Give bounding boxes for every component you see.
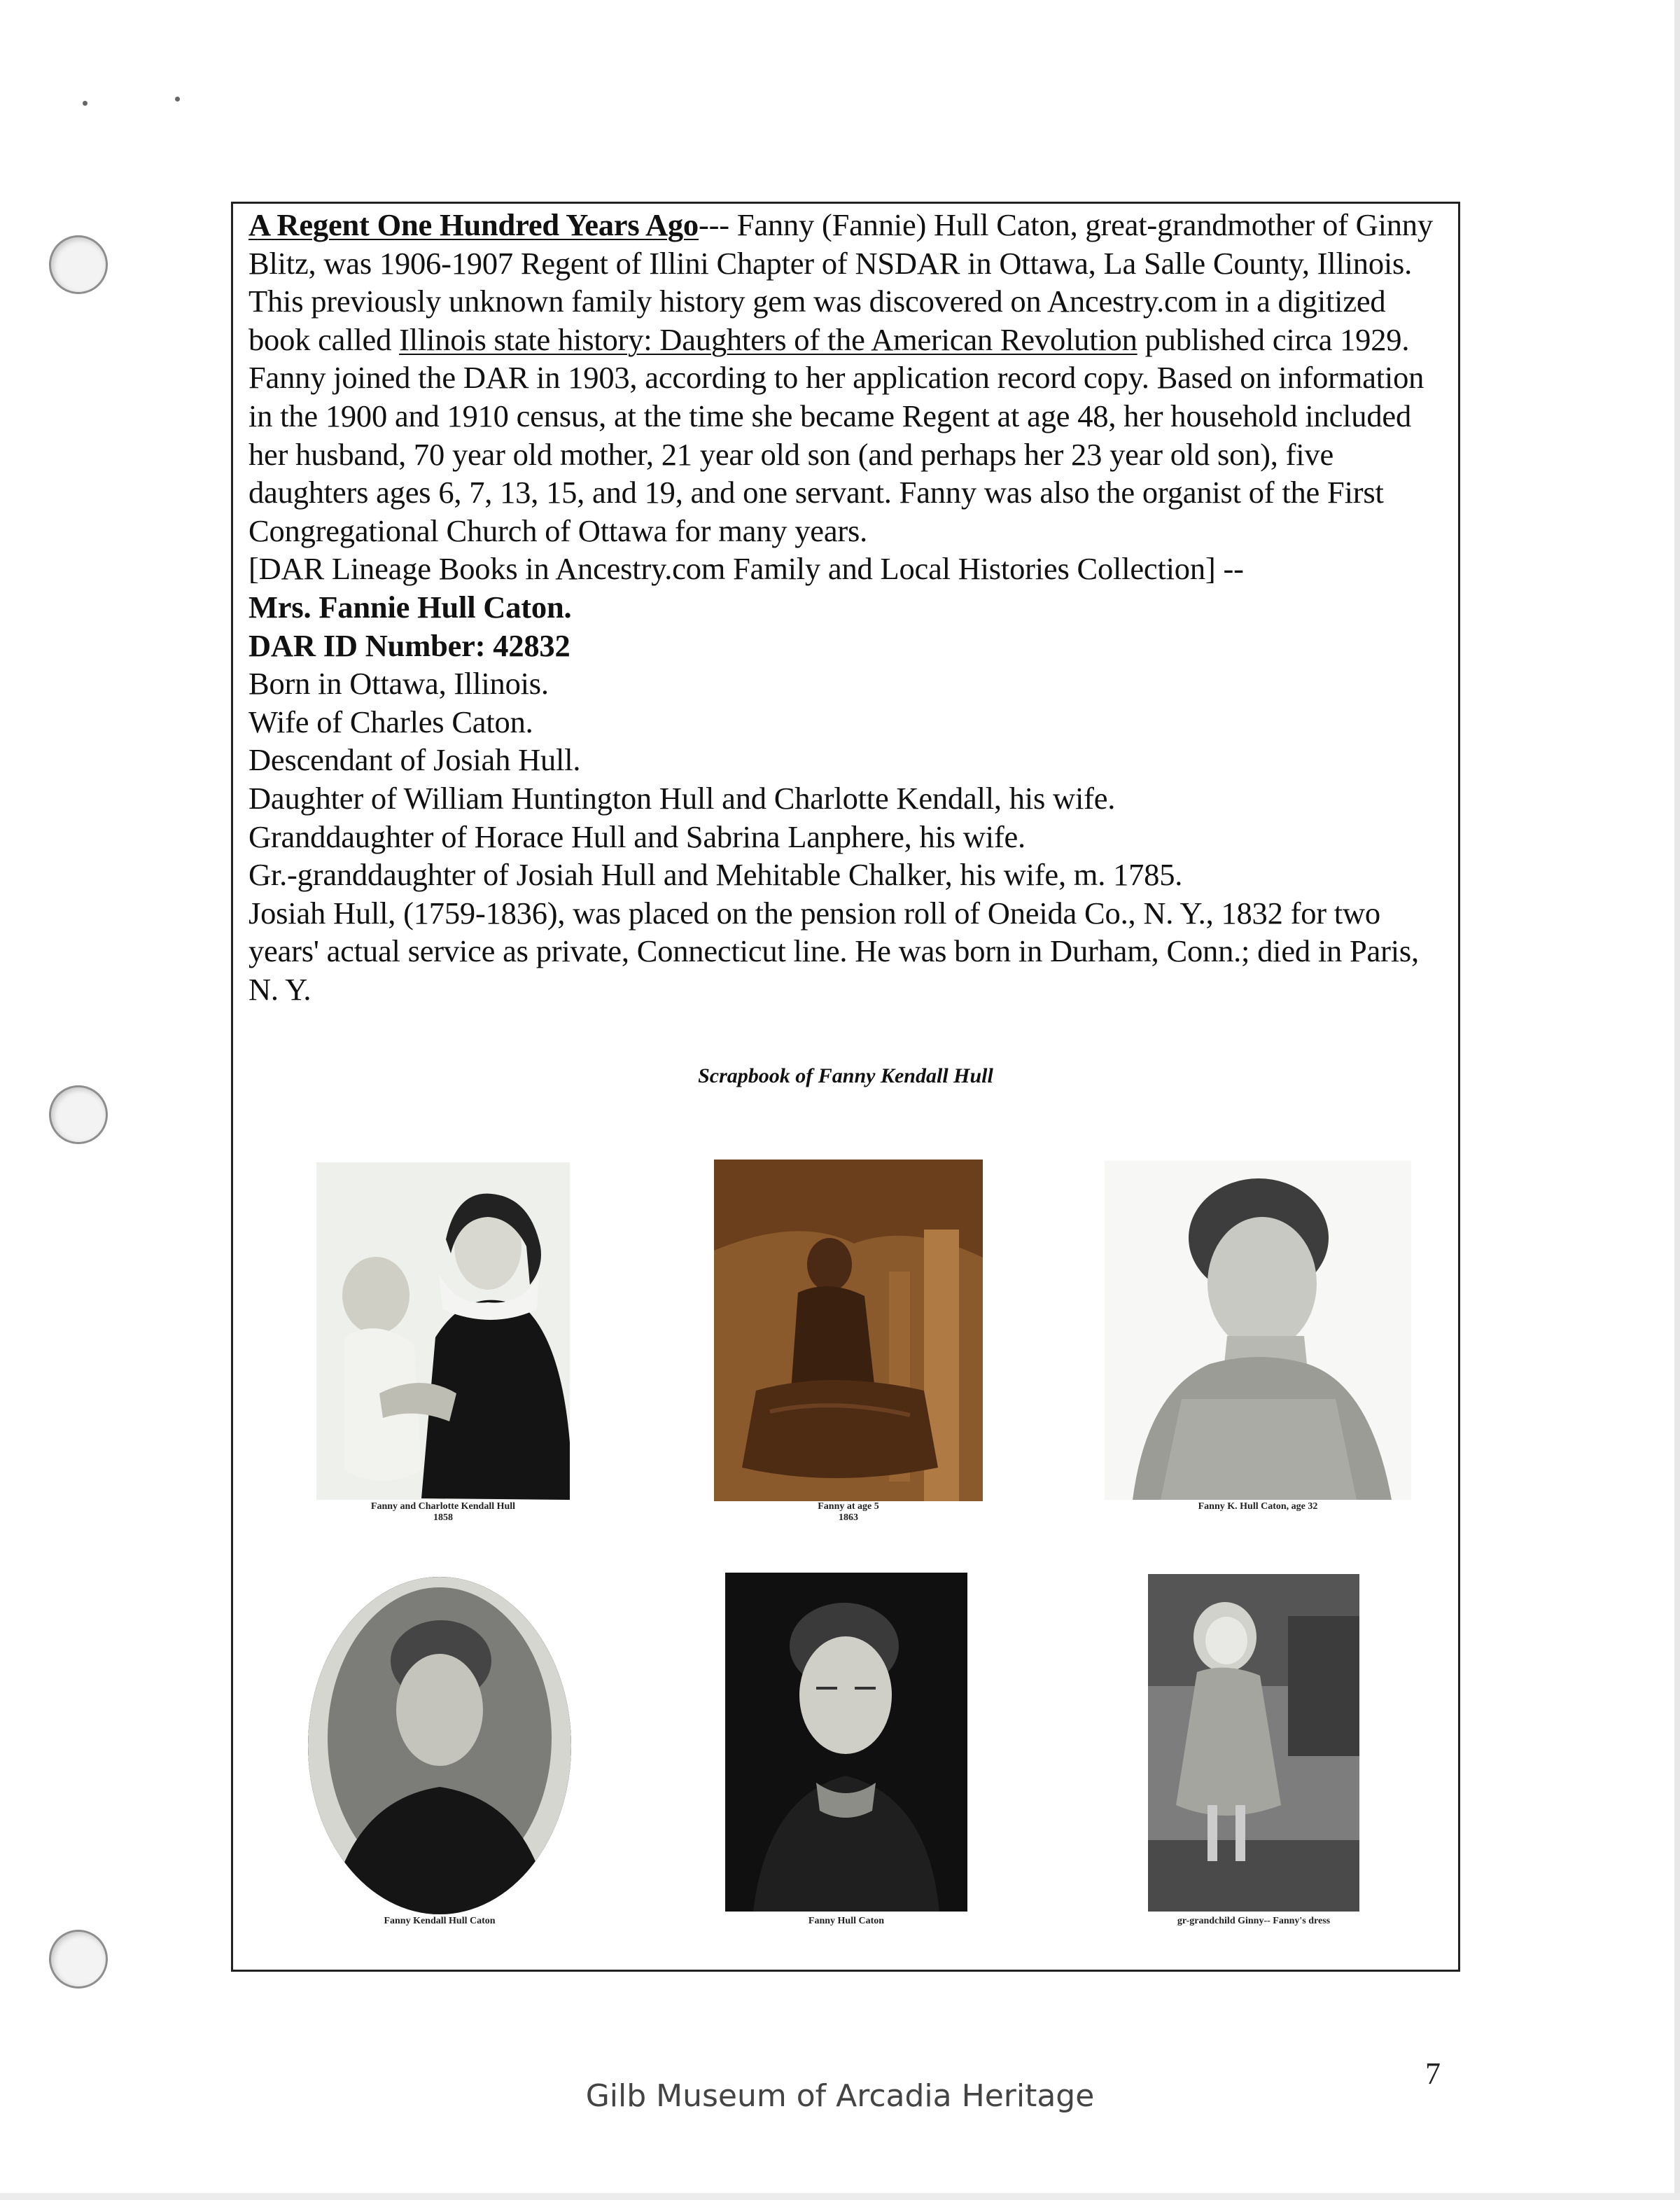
photo-caption: Fanny Hull Caton: [808, 1916, 885, 1926]
lineage-line: Descendant of Josiah Hull.: [248, 742, 581, 778]
punch-hole: [49, 235, 108, 294]
intro-paragraph: [248, 206, 1452, 550]
photo-child-in-dress: [1148, 1574, 1359, 1912]
lineage-line: Born in Ottawa, Illinois.: [248, 666, 549, 702]
intro-text-continued: published circa 1929. Fanny joined the DAR in 1903, according to her application record copy. Based on information in the 1900 and 1910 census, at the time she became Regent at age 48, her household included her husband, 70 year old mother, 21 year old son (and perhaps her 23 year old son), five daughters ages 6, 7, 13, 15, and 19, and one servant. Fanny was also the organist of the First Congregational Church of Ottawa for many years.: [248, 321, 1424, 548]
article-title: A Regent One Hundred Years Ago: [248, 207, 699, 242]
punch-hole: [49, 1930, 108, 1989]
photo-mother-and-child: [316, 1162, 570, 1500]
page-number: 7: [1425, 2056, 1441, 2091]
photo-older-woman: [725, 1573, 967, 1912]
member-name: Mrs. Fannie Hull Caton.: [248, 589, 572, 625]
photo-child-seated: [714, 1160, 983, 1501]
photo-oval-portrait: [308, 1577, 571, 1914]
lineage-line: Daughter of William Huntington Hull and Charlotte Kendall, his wife.: [248, 780, 1116, 816]
lineage-line: Granddaughter of Horace Hull and Sabrina Lanphere, his wife.: [248, 819, 1026, 854]
page-edge: [1674, 0, 1680, 2200]
scan-speck: [175, 97, 180, 102]
photo-caption: gr-grandchild Ginny-- Fanny's dress: [1177, 1916, 1331, 1926]
photo-caption: Fanny at age 5 1863: [818, 1501, 879, 1523]
photo-caption: Fanny and Charlotte Kendall Hull 1858: [370, 1501, 516, 1523]
scan-speck: [83, 101, 88, 106]
page-edge-bottom: [0, 2193, 1680, 2200]
lineage-line: Wife of Charles Caton.: [248, 704, 533, 739]
punch-hole: [49, 1085, 108, 1144]
footer-organization: Gilb Museum of Arcadia Heritage: [585, 2078, 1095, 2114]
lineage-line: Gr.-granddaughter of Josiah Hull and Mehitable Chalker, his wife, m. 1785.: [248, 857, 1183, 893]
article-body: [248, 206, 1452, 1008]
dar-id: DAR ID Number: 42832: [248, 627, 570, 663]
scrapbook-caption: Scrapbook of Fanny Kendall Hull: [698, 1064, 993, 1087]
photo-caption: Fanny K. Hull Caton, age 32: [1198, 1501, 1318, 1512]
source-line: [DAR Lineage Books in Ancestry.com Family and Local Histories Collection] --: [248, 551, 1244, 587]
photo-caption: Fanny Kendall Hull Caton: [384, 1916, 496, 1926]
intro-text: --- Fanny (Fannie) Hull Caton, great-grandmother of Ginny Blitz, was 1906-1907 Regent of Illini Chapter of NSDAR in Ottawa, La Salle County, Illinois. This previously unknown family history gem was discovered on Ancestry.com in a digitized book called: [248, 207, 1433, 357]
photo-woman-profile: [1105, 1161, 1411, 1500]
closing-paragraph: Josiah Hull, (1759-1836), was placed on the pension roll of Oneida Co., N. Y., 1832 for two years' actual service as private, Connecticut line. He was born in Durham, Conn.; died in Paris, N. Y.: [248, 895, 1419, 1007]
book-title: Illinois state history: Daughters of the American Revolution: [399, 321, 1138, 357]
